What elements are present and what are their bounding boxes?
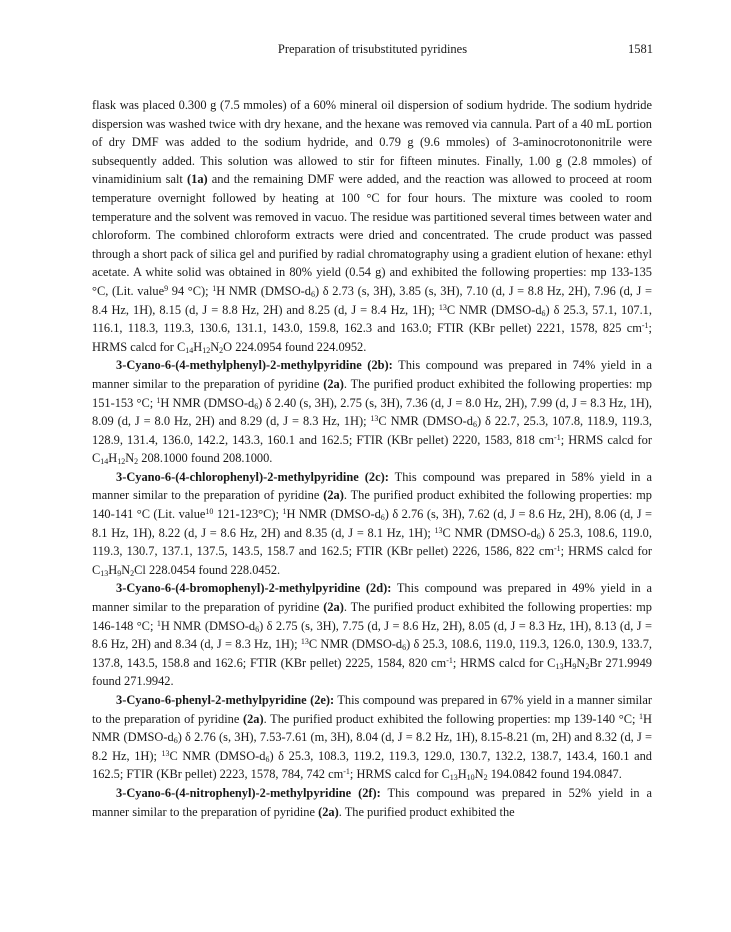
isotope-sup: 1 [282,507,287,517]
text-run: H NMR (DMSO-d [286,507,381,522]
text-run: H NMR (DMSO-d [160,618,256,633]
compound-ref: (2a) [323,488,344,503]
text-run: . The purified product exhibited the following properties: mp 140-141 °C (Lit. value [92,488,652,522]
text-run: 94 °C); [168,283,213,298]
compound-ref: (1a) [187,172,208,187]
text-run: H NMR (DMSO-d [160,395,255,410]
isotope-sup: 13 [438,302,447,312]
subscript: 13 [555,661,564,671]
compound-heading: 3-Cyano-6-(4-chlorophenyl)-2-methylpyridine (2c): [116,469,389,484]
paragraph-2d [92,579,652,691]
subscript: 10 [466,773,475,783]
subscript: 6 [310,289,315,299]
text-run: N [474,767,484,782]
subscript: 6 [541,308,546,318]
citation-ref: 9 [164,283,169,293]
subscript: 2 [483,773,488,783]
text-run: H [193,339,203,354]
superscript: -1 [446,655,453,665]
subscript: 14 [100,457,109,467]
subscript: 12 [202,345,211,355]
text-run: ) δ 22.7, 25.3, 107.8, 118.9, 119.3, 128.9, 131.4, 136.0, 142.2, 143.3, 160.1 and 162.5; FTIR (KBr pellet) 2220, 1583, 818 cm [92,414,652,447]
text-run: This compound was prepared in 67% yield in a manner similar to the preparation of pyridine [92,693,653,726]
text-run: . The purified product exhibited the following properties: mp 146-148 °C; [92,600,652,633]
text-run: ) δ 2.76 (s, 3H), 7.53-7.61 (m, 3H), 8.04 (d, J = 8.2 Hz, 1H), 8.15-8.21 (m, 2H) and 8.32 (d, J = 8.2 Hz, 1H); [92,730,652,763]
subscript: 6 [265,754,270,764]
isotope-sup: 13 [300,637,309,647]
citation-ref: 10 [205,507,214,517]
running-title: Preparation of trisubstituted pyridines [277,42,468,56]
compound-ref: (2a) [323,600,344,615]
subscript: 6 [473,420,477,430]
subscript: 2 [134,457,139,467]
paragraph-2a-procedure [92,96,652,356]
isotope-sup: 13 [370,414,379,424]
compound-ref: (2a) [242,711,264,726]
text-run: flask was placed 0.300 g (7.5 mmoles) of a 60% mineral oil dispersion of sodium hydride. The sodium hydride dispersion was washed twice with dry hexane, and the hexane was removed via cannula. Part of a 40 mL portion of dry DMF was added to the sodium hydride, and 0.79 g (9.6 mmoles) of 3-aminocrotononitrile were subsequently added. This solution was allowed to stir for fifteen minutes. Finally, 1.00 g (2.8 mmoles) of vinamidinium salt [92,98,652,187]
text-run: ) δ 2.76 (s, 3H), 7.62 (d, J = 8.6 Hz, 2H), 8.06 (d, J = 8.1 Hz, 1H), 8.22 (d, J = 8.6 Hz, 2H) and 8.35 (d, J = 8.1 Hz, 1H); [92,507,652,540]
paragraph-2c [92,468,652,580]
superscript: -1 [343,767,350,777]
superscript: -1 [553,544,561,554]
text-run: N [125,451,135,466]
subscript: 6 [254,401,259,411]
text-run: ) δ 2.73 (s, 3H), 3.85 (s, 3H), 7.10 (d, J = 8.8 Hz, 2H), 7.96 (d, J = 8.4 Hz, 1H), 8.15 (d, J = 8.8 Hz, 2H) and 8.25 (d, J = 8.4 Hz, 1H); [92,283,652,317]
subscript: 6 [255,624,260,634]
text-run: C NMR (DMSO-d [378,414,473,429]
text-run: H NMR (DMSO-d [216,283,311,298]
subscript: 14 [185,345,194,355]
text-run: ; HRMS calcd for C [92,432,652,466]
text-run: This compound was prepared in 58% yield in a manner similar to the preparation of pyridine [92,469,652,503]
subscript: 9 [117,568,122,578]
text-run: N [576,655,586,670]
subscript: 6 [536,531,541,541]
paragraph-2b [92,356,652,468]
text-run: . The purified product exhibited the following properties: mp 139-140 °C; [263,711,640,726]
text-run: C NMR (DMSO-d [446,302,542,317]
text-run: ) δ 25.3, 108.6, 119.0, 119.3, 130.7, 137.1, 137.5, 143.5, 158.7 and 162.5; FTIR (KBr pellet) 2226, 1586, 822 cm [92,525,652,559]
compound-heading: 3-Cyano-6-(4-bromophenyl)-2-methylpyridine (2d): [116,581,392,596]
text-run: H NMR (DMSO-d [92,711,652,745]
subscript: 2 [585,661,590,671]
isotope-sup: 1 [212,283,217,293]
text-run: 121-123°C); [213,507,283,522]
text-run: C NMR (DMSO-d [442,525,537,540]
text-run: O 224.0954 found 224.0952. [223,339,367,354]
body-text [92,96,652,821]
text-run: H [108,451,118,466]
paragraph-2f [92,784,652,821]
text-run: ; HRMS calcd for C [92,321,652,354]
subscript: 13 [449,773,458,783]
subscript: 13 [100,568,109,578]
text-run: This compound was prepared in 74% yield in a manner similar to the preparation of pyridine [92,358,652,391]
compound-ref: (2a) [323,376,344,391]
text-run: Cl 228.0454 found 228.0452. [134,562,281,577]
text-run: H [457,767,467,782]
text-run: 208.1000 found 208.1000. [138,451,273,466]
text-run: Br 271.9949 found 271.9942. [92,655,653,689]
subscript: 6 [173,736,178,746]
text-run: N [210,339,220,354]
isotope-sup: 1 [156,618,161,628]
text-run: ; HRMS calcd for C [349,767,450,782]
text-run: ; HRMS calcd for C [92,544,652,577]
text-run: . The purified product exhibited the following properties: mp 151-153 °C; [92,376,652,410]
text-run: N [121,562,131,577]
text-run: ) δ 2.75 (s, 3H), 7.75 (d, J = 8.6 Hz, 2H), 8.05 (d, J = 8.3 Hz, 1H), 8.13 (d, J = 8.6 Hz, 2H) and 8.34 (d, J = 8.3 Hz, 1H); [92,618,652,652]
paragraph-2e [92,691,652,784]
running-header [92,42,653,60]
subscript: 2 [219,345,224,355]
subscript: 12 [117,457,126,467]
text-run: ) δ 25.3, 57.1, 107.1, 116.1, 118.3, 119.3, 130.6, 131.1, 143.0, 159.8, 162.3 and 163.0; FTIR (KBr pellet) 2221, 1578, 825 cm [92,302,652,336]
text-run: C NMR (DMSO-d [308,637,403,652]
page-number: 1581 [628,42,653,56]
text-run: ) δ 2.40 (s, 3H), 2.75 (s, 3H), 7.36 (d, J = 8.0 Hz, 2H), 7.99 (d, J = 8.3 Hz, 1H), 8.09 (d, J = 8.0 Hz, 2H) and 8.29 (d, J = 8.3 Hz, 1H); [92,395,653,429]
isotope-sup: 1 [156,395,161,405]
compound-ref: (2a) [318,804,339,819]
superscript: -1 [641,321,649,331]
subscript: 9 [572,661,577,671]
text-run: H [563,655,573,670]
subscript: 2 [130,568,135,578]
compound-heading: 3-Cyano-6-phenyl-2-methylpyridine (2e): [116,693,335,707]
subscript: 6 [380,513,385,523]
text-run: This compound was prepared in 52% yield in a manner similar to the preparation of pyridine [92,785,653,819]
isotope-sup: 13 [434,525,443,535]
text-run: and the remaining DMF were added, and the reaction was allowed to proceed at room temperature overnight followed by heating at 100 °C for four hours. The mixture was cooled to room temperature and the solvent was removed in vacuo. The residue was partitioned several times between water and chloroform. The combined chloroform extracts were dried and concentrated. The crude product was passed through a short pack of silica gel and purified by radial chromatography using a gradient elution of hexane: ethyl acetate. A white solid was obtained in 80% yield (0.54 g) and exhibited the following properties: mp 133-135 °C, (Lit. value [92,172,652,298]
text-run: . The purified product exhibited the [338,804,515,819]
text-run: C NMR (DMSO-d [169,748,266,763]
text-run: ; HRMS calcd for C [452,655,556,670]
text-run: 194.0842 found 194.0847. [487,767,622,782]
text-run: ) δ 25.3, 108.3, 119.2, 119.3, 129.0, 130.7, 132.2, 138.7, 143.4, 160.1 and 162.5; FTIR (KBr pellet) 2223, 1578, 784, 742 cm [92,748,652,782]
isotope-sup: 13 [161,748,170,758]
text-run: H [108,562,118,577]
subscript: 6 [402,643,407,653]
compound-heading: 3-Cyano-6-(4-methylphenyl)-2-methylpyridine (2b): [116,358,393,373]
superscript: -1 [554,432,561,442]
compound-heading: 3-Cyano-6-(4-nitrophenyl)-2-methylpyridine (2f): [116,785,381,800]
text-run: This compound was prepared in 49% yield in a manner similar to the preparation of pyridine [92,581,652,615]
isotope-sup: 1 [639,711,644,721]
text-run: ) δ 25.3, 108.6, 119.0, 119.3, 126.0, 130.9, 133.7, 137.8, 143.5, 158.8 and 162.6; FTIR (KBr pellet) 2225, 1584, 820 cm [92,637,652,670]
